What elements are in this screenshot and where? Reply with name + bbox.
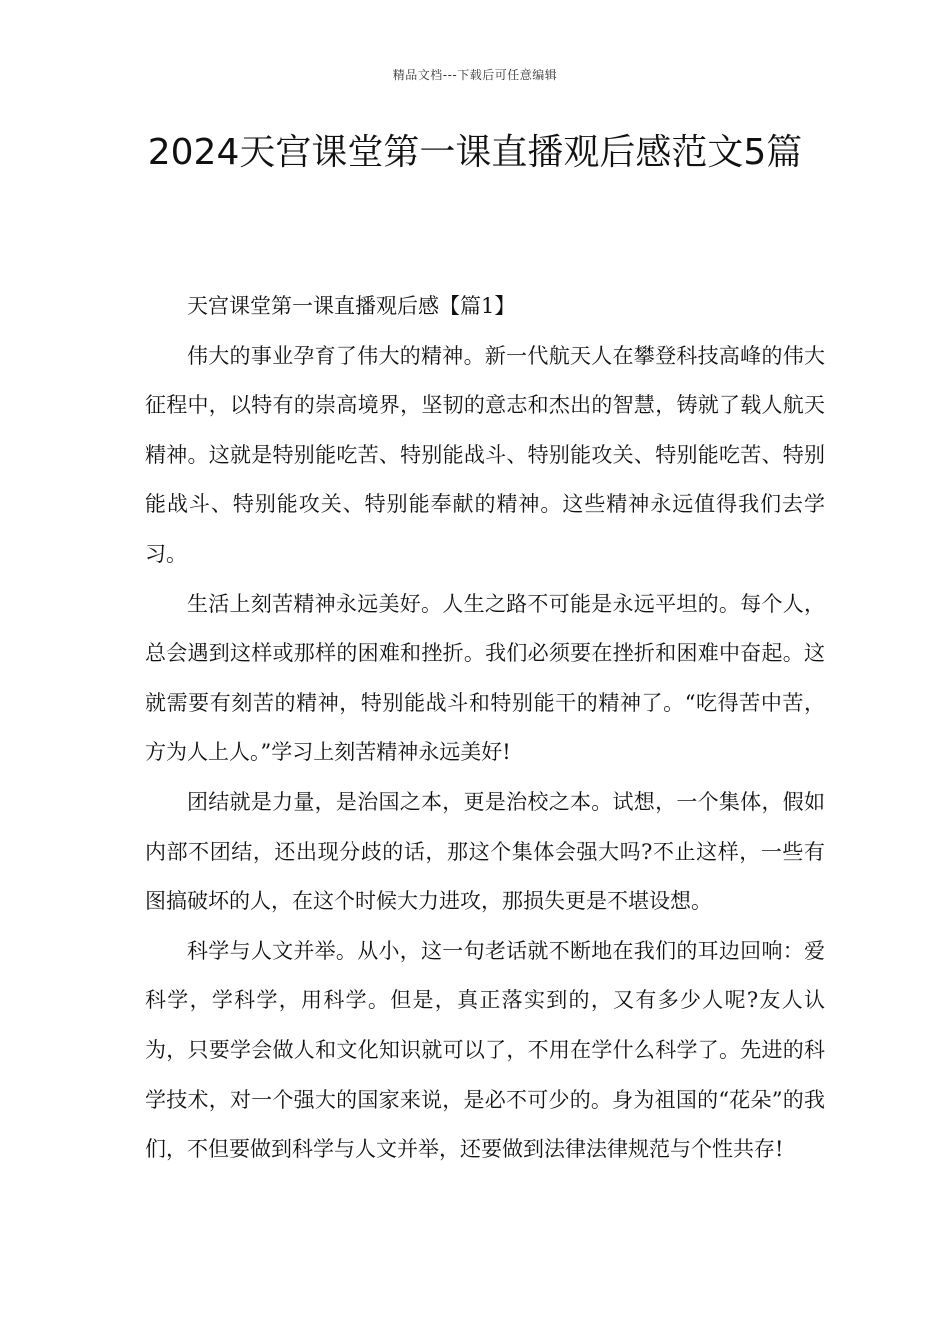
paragraph: 伟大的事业孕育了伟大的精神。新一代航天人在攀登科技高峰的伟大征程中，以特有的崇高境界，坚韧的意志和杰出的智慧，铸就了载人航天精神。这就是特别能吃苦、特别能战斗、特别能攻关、特别能吃苦、特别能战斗、特别能攻关、特别能奉献的精神。这些精神永远值得我们去学习。 (145, 343, 825, 566)
paragraph: 团结就是力量，是治国之本，更是治校之本。试想，一个集体，假如内部不团结，还出现分歧的话，那这个集体会强大吗?不止这样，一些有图搞破坏的人，在这个时候大力进攻，那损失更是不堪设想。 (145, 789, 825, 914)
section-heading: 天宫课堂第一课直播观后感【篇1】 (187, 294, 516, 318)
paragraph: 生活上刻苦精神永远美好。人生之路不可能是永远平坦的。每个人，总会遇到这样或那样的困难和挫折。我们必须要在挫折和困难中奋起。这就需要有刻苦的精神，特别能战斗和特别能干的精神了。“吃得苦中苦，方为人上人。”学习上刻苦精神永远美好! (145, 591, 825, 765)
document-body (145, 282, 825, 1175)
header-note: 精品文档---下载后可任意编辑 (392, 68, 558, 82)
paragraph: 科学与人文并举。从小，这一句老话就不断地在我们的耳边回响：爱科学，学科学，用科学。但是，真正落实到的，又有多少人呢?友人认为，只要学会做人和文化知识就可以了，不用在学什么科学了。先进的科学技术，对一个强大的国家来说，是必不可少的。身为祖国的“花朵”的我们，不但要做到科学与人文并举，还要做到法律法律规范与个性共存! (145, 938, 825, 1162)
document-title: 2024天宫课堂第一课直播观后感范文5篇 (147, 132, 803, 173)
